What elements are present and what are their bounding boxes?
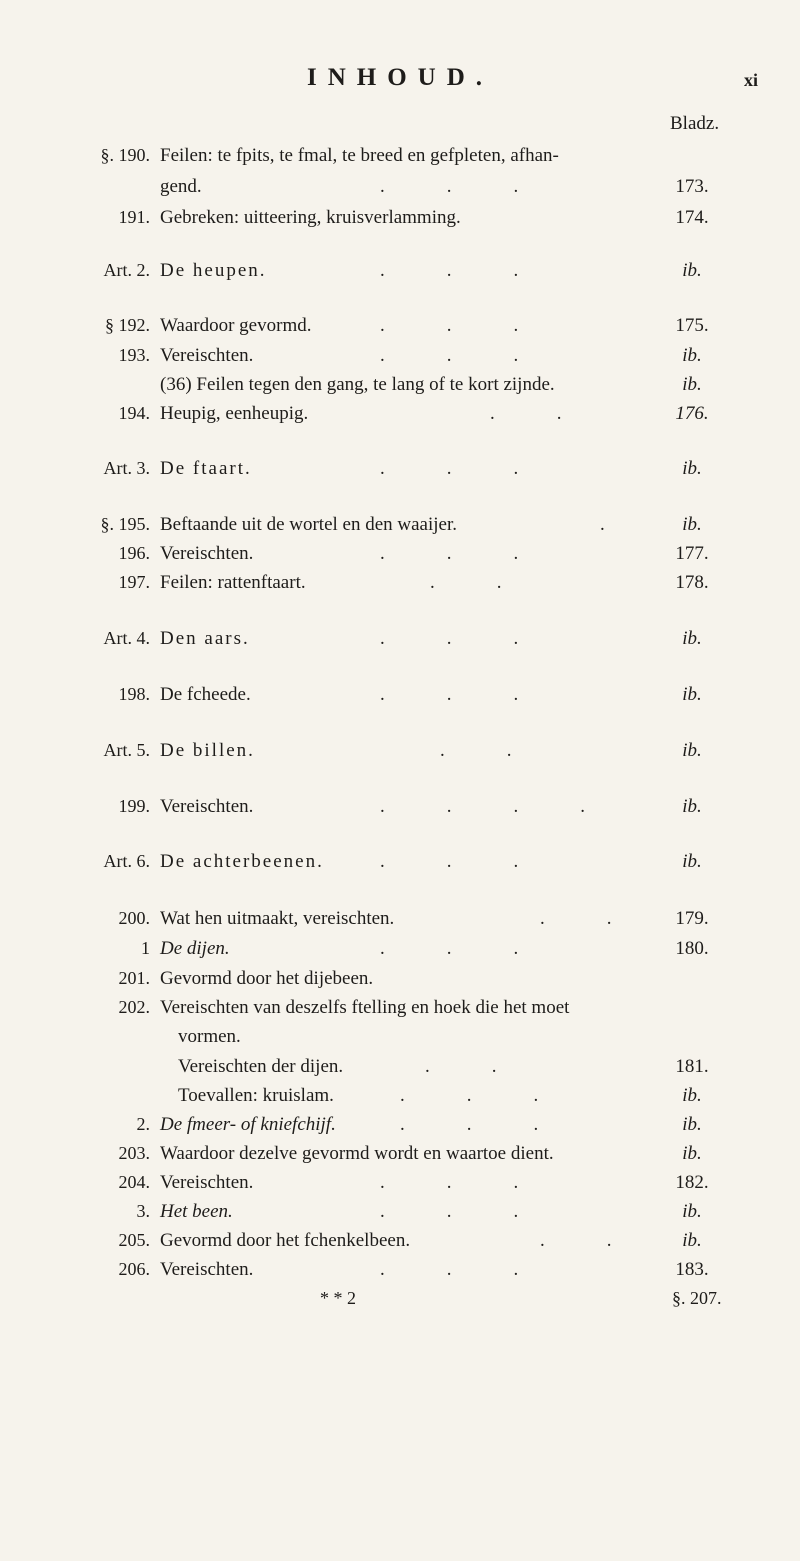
- toc-entry: [0, 207, 800, 237]
- entry-page: ib.: [682, 374, 702, 395]
- entry-leader-dots: ..: [540, 908, 674, 929]
- entry-number: 191.: [118, 207, 150, 227]
- entry-page: ib.: [682, 1230, 702, 1251]
- entry-number: § 192.: [105, 315, 150, 335]
- page-title: INHOUD.: [306, 64, 494, 91]
- entry-leader-dots: ...: [380, 1172, 581, 1193]
- entry-page: ib.: [682, 1085, 702, 1106]
- entry-number: Art. 5.: [103, 740, 150, 760]
- entry-page: 173.: [675, 176, 709, 197]
- entry-number: 193.: [118, 345, 150, 365]
- toc-entry: [0, 684, 800, 714]
- toc-entry: [0, 514, 800, 544]
- entry-number: 201.: [118, 968, 150, 988]
- column-label-bladz: Bladz.: [670, 113, 720, 134]
- entry-number: 198.: [118, 684, 150, 704]
- entry-text: Toevallen: kruislam.: [178, 1085, 334, 1106]
- entry-page: 178.: [675, 572, 709, 593]
- entry-text: (36) Feilen tegen den gang, te lang of te kort zijnde.: [160, 374, 555, 395]
- entry-leader-dots: .: [600, 514, 667, 535]
- entry-page: ib.: [682, 628, 702, 649]
- entry-number: 196.: [118, 543, 150, 563]
- entry-page: 179.: [675, 908, 709, 929]
- entry-text: De ftaart.: [160, 458, 252, 479]
- entry-text: De heupen.: [160, 260, 267, 281]
- entry-leader-dots: ...: [380, 458, 581, 479]
- entry-page: ib.: [682, 514, 702, 535]
- entry-text: Vereischten.: [160, 543, 254, 564]
- entry-leader-dots: ...: [380, 315, 581, 336]
- entry-leader-dots: ...: [380, 543, 581, 564]
- entry-page: 180.: [675, 938, 709, 959]
- entry-page: ib.: [682, 1114, 702, 1135]
- toc-entry: [0, 1026, 800, 1056]
- toc-entry: [0, 572, 800, 602]
- toc-entry: [0, 1143, 800, 1173]
- entry-leader-dots: ..: [425, 1056, 559, 1077]
- entry-page: ib.: [682, 260, 702, 281]
- toc-entry: [0, 458, 800, 488]
- toc-entry: [0, 796, 800, 826]
- entry-number: Art. 3.: [103, 458, 150, 478]
- entry-number: 200.: [118, 908, 150, 928]
- entry-number: 1: [141, 938, 150, 958]
- entry-text: Vereischten.: [160, 345, 254, 366]
- entry-number: 205.: [118, 1230, 150, 1250]
- entry-text: Waardoor gevormd.: [160, 315, 312, 336]
- entry-page: 183.: [675, 1259, 709, 1280]
- entry-text: Beftaande uit de wortel en den waaijer.: [160, 514, 458, 535]
- entry-page: ib.: [682, 740, 702, 761]
- entry-text: De billen.: [160, 740, 255, 761]
- entry-text: De achterbeenen.: [160, 851, 324, 872]
- entry-number: 203.: [118, 1143, 150, 1163]
- toc-entry: [0, 1230, 800, 1260]
- entry-page: ib.: [682, 1201, 702, 1222]
- entry-text: Vereischten van deszelfs ftelling en hoek die het moet: [160, 997, 570, 1018]
- entry-text: Feilen: rattenftaart.: [160, 572, 306, 593]
- entry-leader-dots: ..: [540, 1230, 674, 1251]
- toc-entry: [0, 997, 800, 1027]
- toc-entry: [0, 176, 800, 206]
- entry-leader-dots: ..: [440, 740, 574, 761]
- toc-entry: [0, 315, 800, 345]
- entry-text: Gebreken: uitteering, kruisverlamming.: [160, 207, 461, 228]
- toc-entry: [0, 374, 800, 404]
- entry-text: Gevormd door het dijebeen.: [160, 968, 374, 989]
- entry-number: 3.: [136, 1201, 150, 1221]
- entry-number: §. 195.: [100, 514, 150, 534]
- entry-text: Vereischten der dijen.: [178, 1056, 344, 1077]
- entry-number: 2.: [136, 1114, 150, 1134]
- entry-text: Het been.: [160, 1201, 233, 1222]
- entry-number: Art. 4.: [103, 628, 150, 648]
- entry-text: De fmeer- of kniefchijf.: [160, 1114, 336, 1135]
- toc-entry: [0, 908, 800, 938]
- entry-page: 182.: [675, 1172, 709, 1193]
- toc-entry: [0, 938, 800, 968]
- toc-entry: [0, 543, 800, 573]
- entry-number: Art. 6.: [103, 851, 150, 871]
- entry-text: Den aars.: [160, 628, 250, 649]
- entry-text: vormen.: [178, 1026, 241, 1047]
- entry-page: ib.: [682, 458, 702, 479]
- toc-entry: [0, 345, 800, 375]
- entry-page: 177.: [675, 543, 709, 564]
- entry-number: 204.: [118, 1172, 150, 1192]
- page-number: xi: [744, 70, 759, 90]
- entry-text: Feilen: te fpits, te fmal, te breed en gefpleten, afhan-: [160, 145, 559, 166]
- entry-page: 176.: [675, 403, 709, 424]
- entry-page: ib.: [682, 796, 702, 817]
- entry-page: 174.: [675, 207, 709, 228]
- toc-entry: [0, 1085, 800, 1115]
- entry-page: 181.: [675, 1056, 709, 1077]
- entry-number: §. 190.: [100, 145, 150, 165]
- entry-text: De fcheede.: [160, 684, 251, 705]
- entry-number: 199.: [118, 796, 150, 816]
- entry-page: ib.: [682, 684, 702, 705]
- entry-page: ib.: [682, 1143, 702, 1164]
- signature-mark: * * 2: [320, 1288, 356, 1308]
- entry-text: Heupig, eenheupig.: [160, 403, 309, 424]
- entry-page: 175.: [675, 315, 709, 336]
- entry-leader-dots: ...: [380, 1259, 581, 1280]
- entry-leader-dots: ...: [380, 938, 581, 959]
- entry-leader-dots: ...: [380, 851, 581, 872]
- toc-entry: [0, 403, 800, 433]
- toc-entry: [0, 1056, 800, 1086]
- entry-leader-dots: ..: [430, 572, 564, 593]
- entry-text: Gevormd door het fchenkelbeen.: [160, 1230, 411, 1251]
- entry-leader-dots: ...: [380, 1201, 581, 1222]
- entry-leader-dots: ...: [380, 260, 581, 281]
- toc-entry: [0, 145, 800, 175]
- entry-text: Vereischten.: [160, 1172, 254, 1193]
- entry-page: ib.: [682, 345, 702, 366]
- toc-entry: [0, 1259, 800, 1289]
- toc-entry: [0, 968, 800, 998]
- entry-text: Wat hen uitmaakt, vereischten.: [160, 908, 395, 929]
- entry-number: 206.: [118, 1259, 150, 1279]
- entry-leader-dots: ....: [380, 796, 647, 817]
- entry-text: Vereischten.: [160, 1259, 254, 1280]
- toc-entry: [0, 1172, 800, 1202]
- entry-number: 197.: [118, 572, 150, 592]
- toc-entry: [0, 260, 800, 290]
- entry-number: 194.: [118, 403, 150, 423]
- entry-leader-dots: ..: [490, 403, 624, 424]
- entry-leader-dots: ...: [400, 1114, 601, 1135]
- toc-entry: [0, 1201, 800, 1231]
- toc-entry: [0, 628, 800, 658]
- toc-entry: [0, 1114, 800, 1144]
- entry-text: Waardoor dezelve gevormd wordt en waartoe dient.: [160, 1143, 554, 1164]
- entry-number: 202.: [118, 997, 150, 1017]
- entry-leader-dots: ...: [400, 1085, 601, 1106]
- toc-entry: [0, 740, 800, 770]
- catchword: §. 207.: [672, 1288, 722, 1308]
- entry-leader-dots: ...: [380, 345, 581, 366]
- entry-page: ib.: [682, 851, 702, 872]
- entry-leader-dots: ...: [380, 176, 581, 197]
- entry-leader-dots: ...: [380, 628, 581, 649]
- toc-entry: [0, 851, 800, 881]
- entry-text: De dijen.: [160, 938, 230, 959]
- entry-text: gend.: [160, 176, 202, 197]
- entry-leader-dots: ...: [380, 684, 581, 705]
- entry-number: Art. 2.: [103, 260, 150, 280]
- entry-text: Vereischten.: [160, 796, 254, 817]
